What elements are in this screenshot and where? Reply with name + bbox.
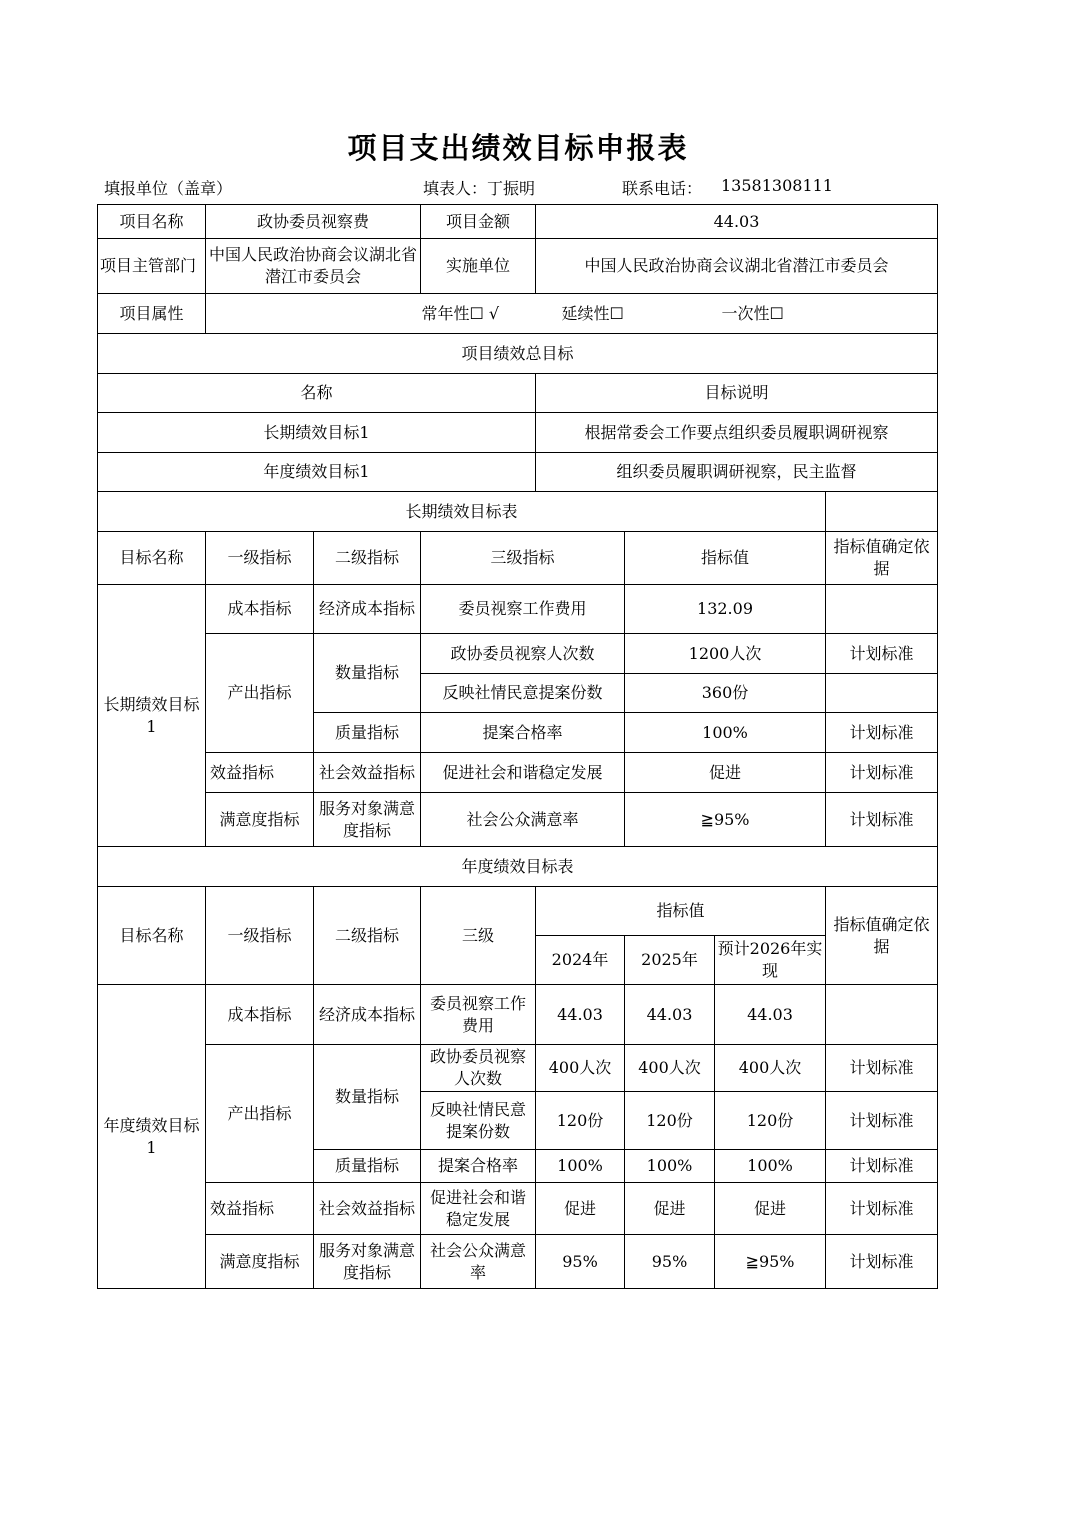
project-amount-value: 44.03 xyxy=(536,205,938,239)
long-table-title: 长期绩效目标表 xyxy=(98,492,826,532)
annual-l3-proposals: 反映社情民意提案份数 xyxy=(421,1092,536,1150)
overall-col-name: 名称 xyxy=(98,374,536,413)
annual-l1-cost: 成本指标 xyxy=(206,985,314,1045)
annual-basis-proposals: 计划标准 xyxy=(826,1092,938,1150)
long-value-satisfaction: ≧95% xyxy=(625,793,826,847)
long-header-l3: 三级指标 xyxy=(421,532,625,585)
fill-unit-label: 填报单位（盖章） xyxy=(104,179,233,198)
annual-y2-pass-rate: 100% xyxy=(625,1150,715,1183)
phone-label: 联系电话： xyxy=(622,179,703,198)
long-l1-output: 产出指标 xyxy=(206,634,314,753)
long-l2-quantity: 数量指标 xyxy=(314,634,421,713)
annual-goal-name: 年度绩效目标1 xyxy=(98,453,536,492)
annual-header-basis: 指标值确定依据 xyxy=(826,887,938,985)
long-basis-harmony: 计划标准 xyxy=(826,753,938,793)
long-header-target: 目标名称 xyxy=(98,532,206,585)
annual-header-year-2026: 预计2026年实现 xyxy=(715,936,826,985)
annual-y3-harmony: 促进 xyxy=(715,1183,826,1235)
project-amount-label: 项目金额 xyxy=(421,205,536,239)
annual-basis-pass-rate: 计划标准 xyxy=(826,1150,938,1183)
annual-l2-satisfaction: 服务对象满意度指标 xyxy=(314,1235,421,1289)
annual-y2-visits: 400人次 xyxy=(625,1045,715,1092)
annual-y2-proposals: 120份 xyxy=(625,1092,715,1150)
annual-basis-satisfaction: 计划标准 xyxy=(826,1235,938,1289)
long-value-proposals: 360份 xyxy=(625,674,826,713)
project-name-value: 政协委员视察费 xyxy=(206,205,421,239)
annual-l1-satisfaction: 满意度指标 xyxy=(206,1235,314,1289)
annual-l2-social: 社会效益指标 xyxy=(314,1183,421,1235)
annual-y3-visits: 400人次 xyxy=(715,1045,826,1092)
annual-header-l1: 一级指标 xyxy=(206,887,314,985)
long-l2-social: 社会效益指标 xyxy=(314,753,421,793)
long-value-cost: 132.09 xyxy=(625,585,826,634)
project-name-label: 项目名称 xyxy=(98,205,206,239)
long-l1-benefit: 效益指标 xyxy=(206,753,314,793)
annual-basis-harmony: 计划标准 xyxy=(826,1183,938,1235)
annual-y1-harmony: 促进 xyxy=(536,1183,625,1235)
annual-header-target: 目标名称 xyxy=(98,887,206,985)
annual-y3-satisfaction: ≧95% xyxy=(715,1235,826,1289)
annual-y2-harmony: 促进 xyxy=(625,1183,715,1235)
project-attribute-options xyxy=(206,294,938,334)
annual-l2-quality: 质量指标 xyxy=(314,1150,421,1183)
long-l3-proposals: 反映社情民意提案份数 xyxy=(421,674,625,713)
implementing-unit-label: 实施单位 xyxy=(421,239,536,294)
annual-basis-cost xyxy=(826,985,938,1045)
long-l2-quality: 质量指标 xyxy=(314,713,421,753)
annual-l1-output: 产出指标 xyxy=(206,1045,314,1183)
overall-goal-title: 项目绩效总目标 xyxy=(98,334,938,374)
annual-l3-satisfaction: 社会公众满意率 xyxy=(421,1235,536,1289)
annual-header-l3: 三级 xyxy=(421,887,536,985)
attr-onetime: 一次性☐ xyxy=(721,303,784,323)
annual-l1-benefit: 效益指标 xyxy=(206,1183,314,1235)
long-header-basis: 指标值确定依据 xyxy=(826,532,938,585)
performance-target-table xyxy=(97,204,938,1289)
annual-l3-harmony: 促进社会和谐稳定发展 xyxy=(421,1183,536,1235)
annual-y1-visits: 400人次 xyxy=(536,1045,625,1092)
implementing-unit-value: 中国人民政治协商会议湖北省潜江市委员会 xyxy=(536,239,938,294)
annual-header-l2: 二级指标 xyxy=(314,887,421,985)
long-term-goal-name: 长期绩效目标1 xyxy=(98,413,536,453)
annual-y1-satisfaction: 95% xyxy=(536,1235,625,1289)
annual-goal-desc: 组织委员履职调研视察，民主监督 xyxy=(536,453,938,492)
annual-l3-pass-rate: 提案合格率 xyxy=(421,1150,536,1183)
annual-table-title: 年度绩效目标表 xyxy=(98,847,938,887)
long-l3-harmony: 促进社会和谐稳定发展 xyxy=(421,753,625,793)
page-title: 项目支出绩效目标申报表 xyxy=(347,131,689,165)
long-l1-satisfaction: 满意度指标 xyxy=(206,793,314,847)
long-basis-visits: 计划标准 xyxy=(826,634,938,674)
annual-l2-cost: 经济成本指标 xyxy=(314,985,421,1045)
annual-y2-cost: 44.03 xyxy=(625,985,715,1045)
attr-continuing: 延续性☐ xyxy=(561,303,624,323)
long-l2-cost: 经济成本指标 xyxy=(314,585,421,634)
attr-regular: 常年性☐ √ xyxy=(421,303,500,323)
supervising-dept-label: 项目主管部门 xyxy=(98,239,206,294)
supervising-dept-value: 中国人民政治协商会议湖北省潜江市委员会 xyxy=(206,239,421,294)
long-basis-proposals xyxy=(826,674,938,713)
long-value-pass-rate: 100% xyxy=(625,713,826,753)
project-attribute-label: 项目属性 xyxy=(98,294,206,334)
annual-header-value: 指标值 xyxy=(536,887,826,936)
annual-y3-proposals: 120份 xyxy=(715,1092,826,1150)
long-target-name: 长期绩效目标1 xyxy=(98,585,206,847)
filler-name: 填表人：丁振明 xyxy=(423,179,536,198)
annual-y2-satisfaction: 95% xyxy=(625,1235,715,1289)
phone-number: 13581308111 xyxy=(721,176,833,195)
long-l3-pass-rate: 提案合格率 xyxy=(421,713,625,753)
long-l3-satisfaction: 社会公众满意率 xyxy=(421,793,625,847)
annual-y1-proposals: 120份 xyxy=(536,1092,625,1150)
annual-l2-quantity: 数量指标 xyxy=(314,1045,421,1150)
long-header-l2: 二级指标 xyxy=(314,532,421,585)
long-basis-satisfaction: 计划标准 xyxy=(826,793,938,847)
annual-header-year-2025: 2025年 xyxy=(625,936,715,985)
long-l3-cost: 委员视察工作费用 xyxy=(421,585,625,634)
annual-header-year-2024: 2024年 xyxy=(536,936,625,985)
long-l1-cost: 成本指标 xyxy=(206,585,314,634)
annual-y1-pass-rate: 100% xyxy=(536,1150,625,1183)
annual-y3-cost: 44.03 xyxy=(715,985,826,1045)
long-value-visits: 1200人次 xyxy=(625,634,826,674)
long-l2-satisfaction: 服务对象满意度指标 xyxy=(314,793,421,847)
long-value-harmony: 促进 xyxy=(625,753,826,793)
empty-cell xyxy=(826,492,938,532)
annual-l3-visits: 政协委员视察人次数 xyxy=(421,1045,536,1092)
overall-col-desc: 目标说明 xyxy=(536,374,938,413)
annual-basis-visits: 计划标准 xyxy=(826,1045,938,1092)
annual-y1-cost: 44.03 xyxy=(536,985,625,1045)
long-header-l1: 一级指标 xyxy=(206,532,314,585)
long-l3-visits: 政协委员视察人次数 xyxy=(421,634,625,674)
annual-l3-cost: 委员视察工作费用 xyxy=(421,985,536,1045)
annual-target-name: 年度绩效目标1 xyxy=(98,985,206,1289)
long-basis-cost xyxy=(826,585,938,634)
long-header-value: 指标值 xyxy=(625,532,826,585)
long-basis-pass-rate: 计划标准 xyxy=(826,713,938,753)
annual-y3-pass-rate: 100% xyxy=(715,1150,826,1183)
long-term-goal-desc: 根据常委会工作要点组织委员履职调研视察 xyxy=(536,413,938,453)
